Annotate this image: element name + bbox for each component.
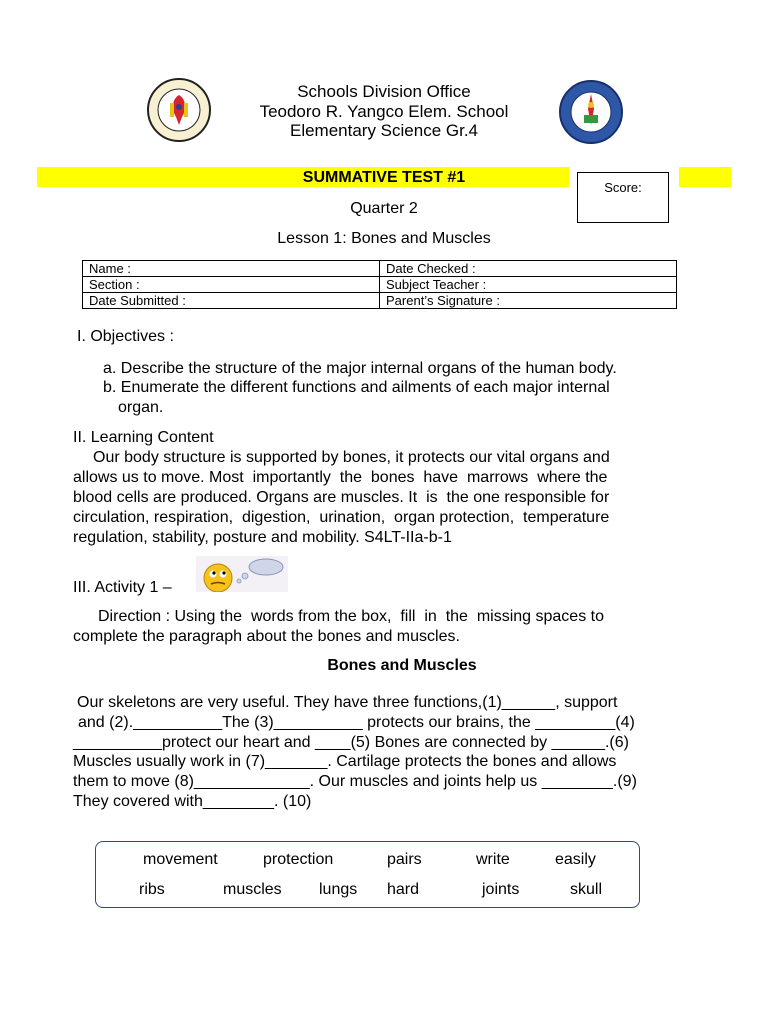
paragraph-line: __________protect our heart and ____(5) Bones are connected by ______.(6) [73,734,629,751]
word-choice: movement [143,851,218,868]
content-line: circulation, respiration, digestion, urination, organ protection, temperature [73,509,610,526]
word-choice: write [476,851,510,868]
header-subject: Elementary Science Gr.4 [289,121,479,140]
word-choice: joints [482,881,520,898]
paragraph-line: them to move (8)_____________. Our muscles and joints help us ________.(9) [73,773,637,790]
word-choice: pairs [387,851,422,868]
subject-teacher-field[interactable]: Subject Teacher : [380,277,677,293]
content-line: allows us to move. Most importantly the bones have marrows where the [73,469,608,486]
date-submitted-field[interactable]: Date Submitted : [83,293,380,309]
score-label: Score: [604,180,642,195]
paragraph-line: They covered with________. (10) [73,793,312,810]
quarter-label: Quarter 2 [350,200,418,217]
word-choice: easily [555,851,596,868]
objective-item-b-cont: organ. [118,399,164,416]
word-choice: ribs [139,881,165,898]
word-choice: protection [263,851,334,868]
objectives-heading: I. Objectives : [77,328,174,345]
header-office: Schools Division Office [297,82,471,101]
paragraph-line: Our skeletons are very useful. They have three functions,(1)______, support [77,694,618,711]
direction-line: Direction : Using the words from the box, fill in the missing spaces to [98,608,604,625]
content-line: Our body structure is supported by bones, it protects our vital organs and [93,449,610,466]
date-checked-field[interactable]: Date Checked : [380,261,677,277]
name-field[interactable]: Name : [83,261,380,277]
paragraph-line: Muscles usually work in (7)_______. Cartilage protects the bones and allows [73,753,617,770]
header-school: Teodoro R. Yangco Elem. School [259,102,509,121]
word-choice: skull [570,881,603,898]
learning-content-heading: II. Learning Content [73,429,214,446]
thinking-emoji-icon [196,556,288,592]
word-choice: lungs [319,881,358,898]
direction-line: complete the paragraph about the bones and muscles. [73,628,460,645]
lesson-title: Lesson 1: Bones and Muscles [277,230,491,247]
student-info-table [82,260,677,309]
paragraph-line: and (2).__________The (3)__________ protects our brains, the _________(4) [78,714,635,731]
activity-subtitle: Bones and Muscles [327,657,477,674]
objective-item-a: a. Describe the structure of the major internal organs of the human body. [103,360,617,377]
parent-signature-field[interactable]: Parent’s Signature : [380,293,677,309]
content-line: blood cells are produced. Organs are muscles. It is the one responsible for [73,489,610,506]
word-choice: muscles [223,881,282,898]
word-choice: hard [387,881,420,898]
activity-heading: III. Activity 1 – [73,579,172,596]
objective-item-b: b. Enumerate the different functions and ailments of each major internal [103,379,610,396]
content-line: regulation, stability, posture and mobility. S4LT-IIa-b-1 [73,529,452,546]
test-title: SUMMATIVE TEST #1 [302,169,466,186]
section-field[interactable]: Section : [83,277,380,293]
